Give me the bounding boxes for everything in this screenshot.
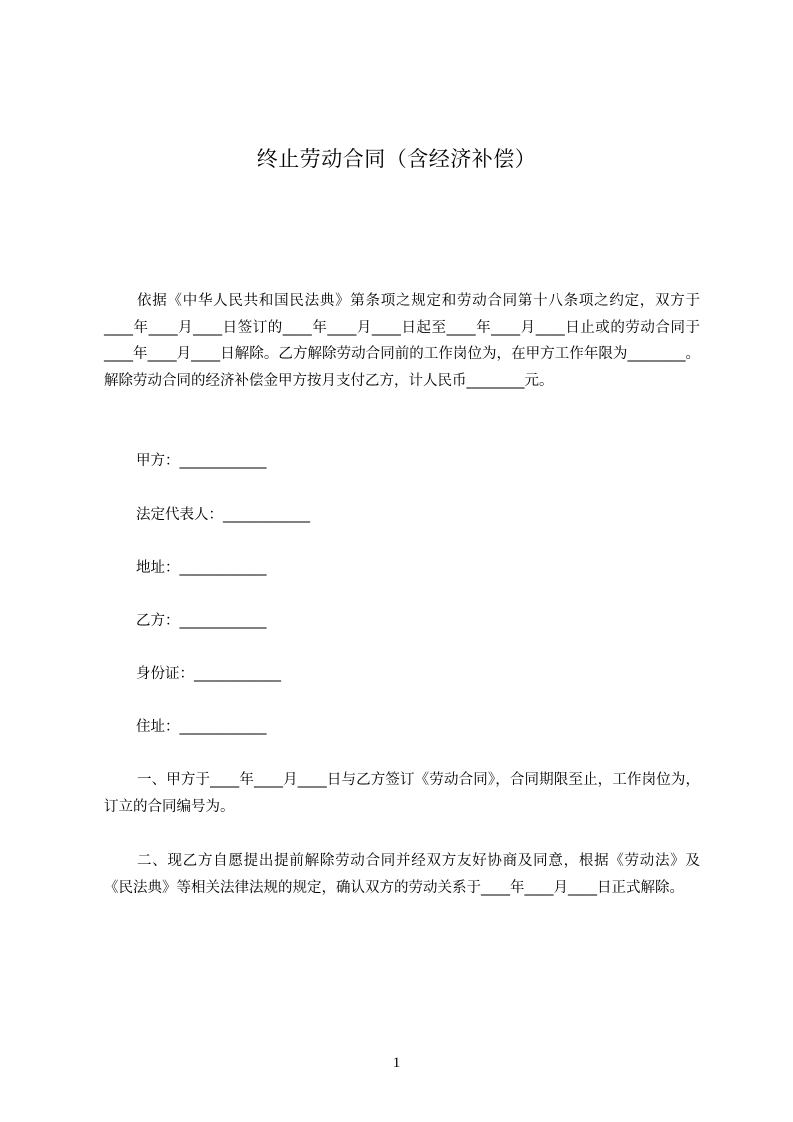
document-title: 终止劳动合同（含经济补偿）: [256, 147, 537, 171]
page-number: 1: [392, 1055, 401, 1071]
party-a-field: 甲方：____________: [136, 453, 267, 469]
clause-1: 一、甲方于____年____月____日与乙方签订《劳动合同》，合同期限至止，工作岗位为，订立的合同编号为。: [104, 772, 700, 815]
legal-representative-field: 法定代表人：____________: [136, 507, 310, 523]
intro-paragraph: 依据《中华人民共和国民法典》第条项之规定和劳动合同第十八条项之约定，双方于____年____月____日签订的____年____月____日起至____年____月____日止或的劳动合同于____年____月____日解除。乙方解除劳动合同前的工作岗位为，在甲方工作年限为________。解除劳动合同的经济补偿金甲方按月支付乙方，计人民币________元。: [104, 293, 700, 389]
residence-field: 住址：____________: [136, 719, 267, 735]
address-field: 地址：____________: [136, 560, 267, 576]
clause-2: 二、现乙方自愿提出提前解除劳动合同并经双方友好协商及同意，根据《劳动法》及《民法典》等相关法律法规的规定，确认双方的劳动关系于____年____月____日正式解除。: [104, 853, 700, 896]
id-card-field: 身份证：____________: [136, 666, 281, 682]
party-b-field: 乙方：____________: [136, 613, 267, 629]
